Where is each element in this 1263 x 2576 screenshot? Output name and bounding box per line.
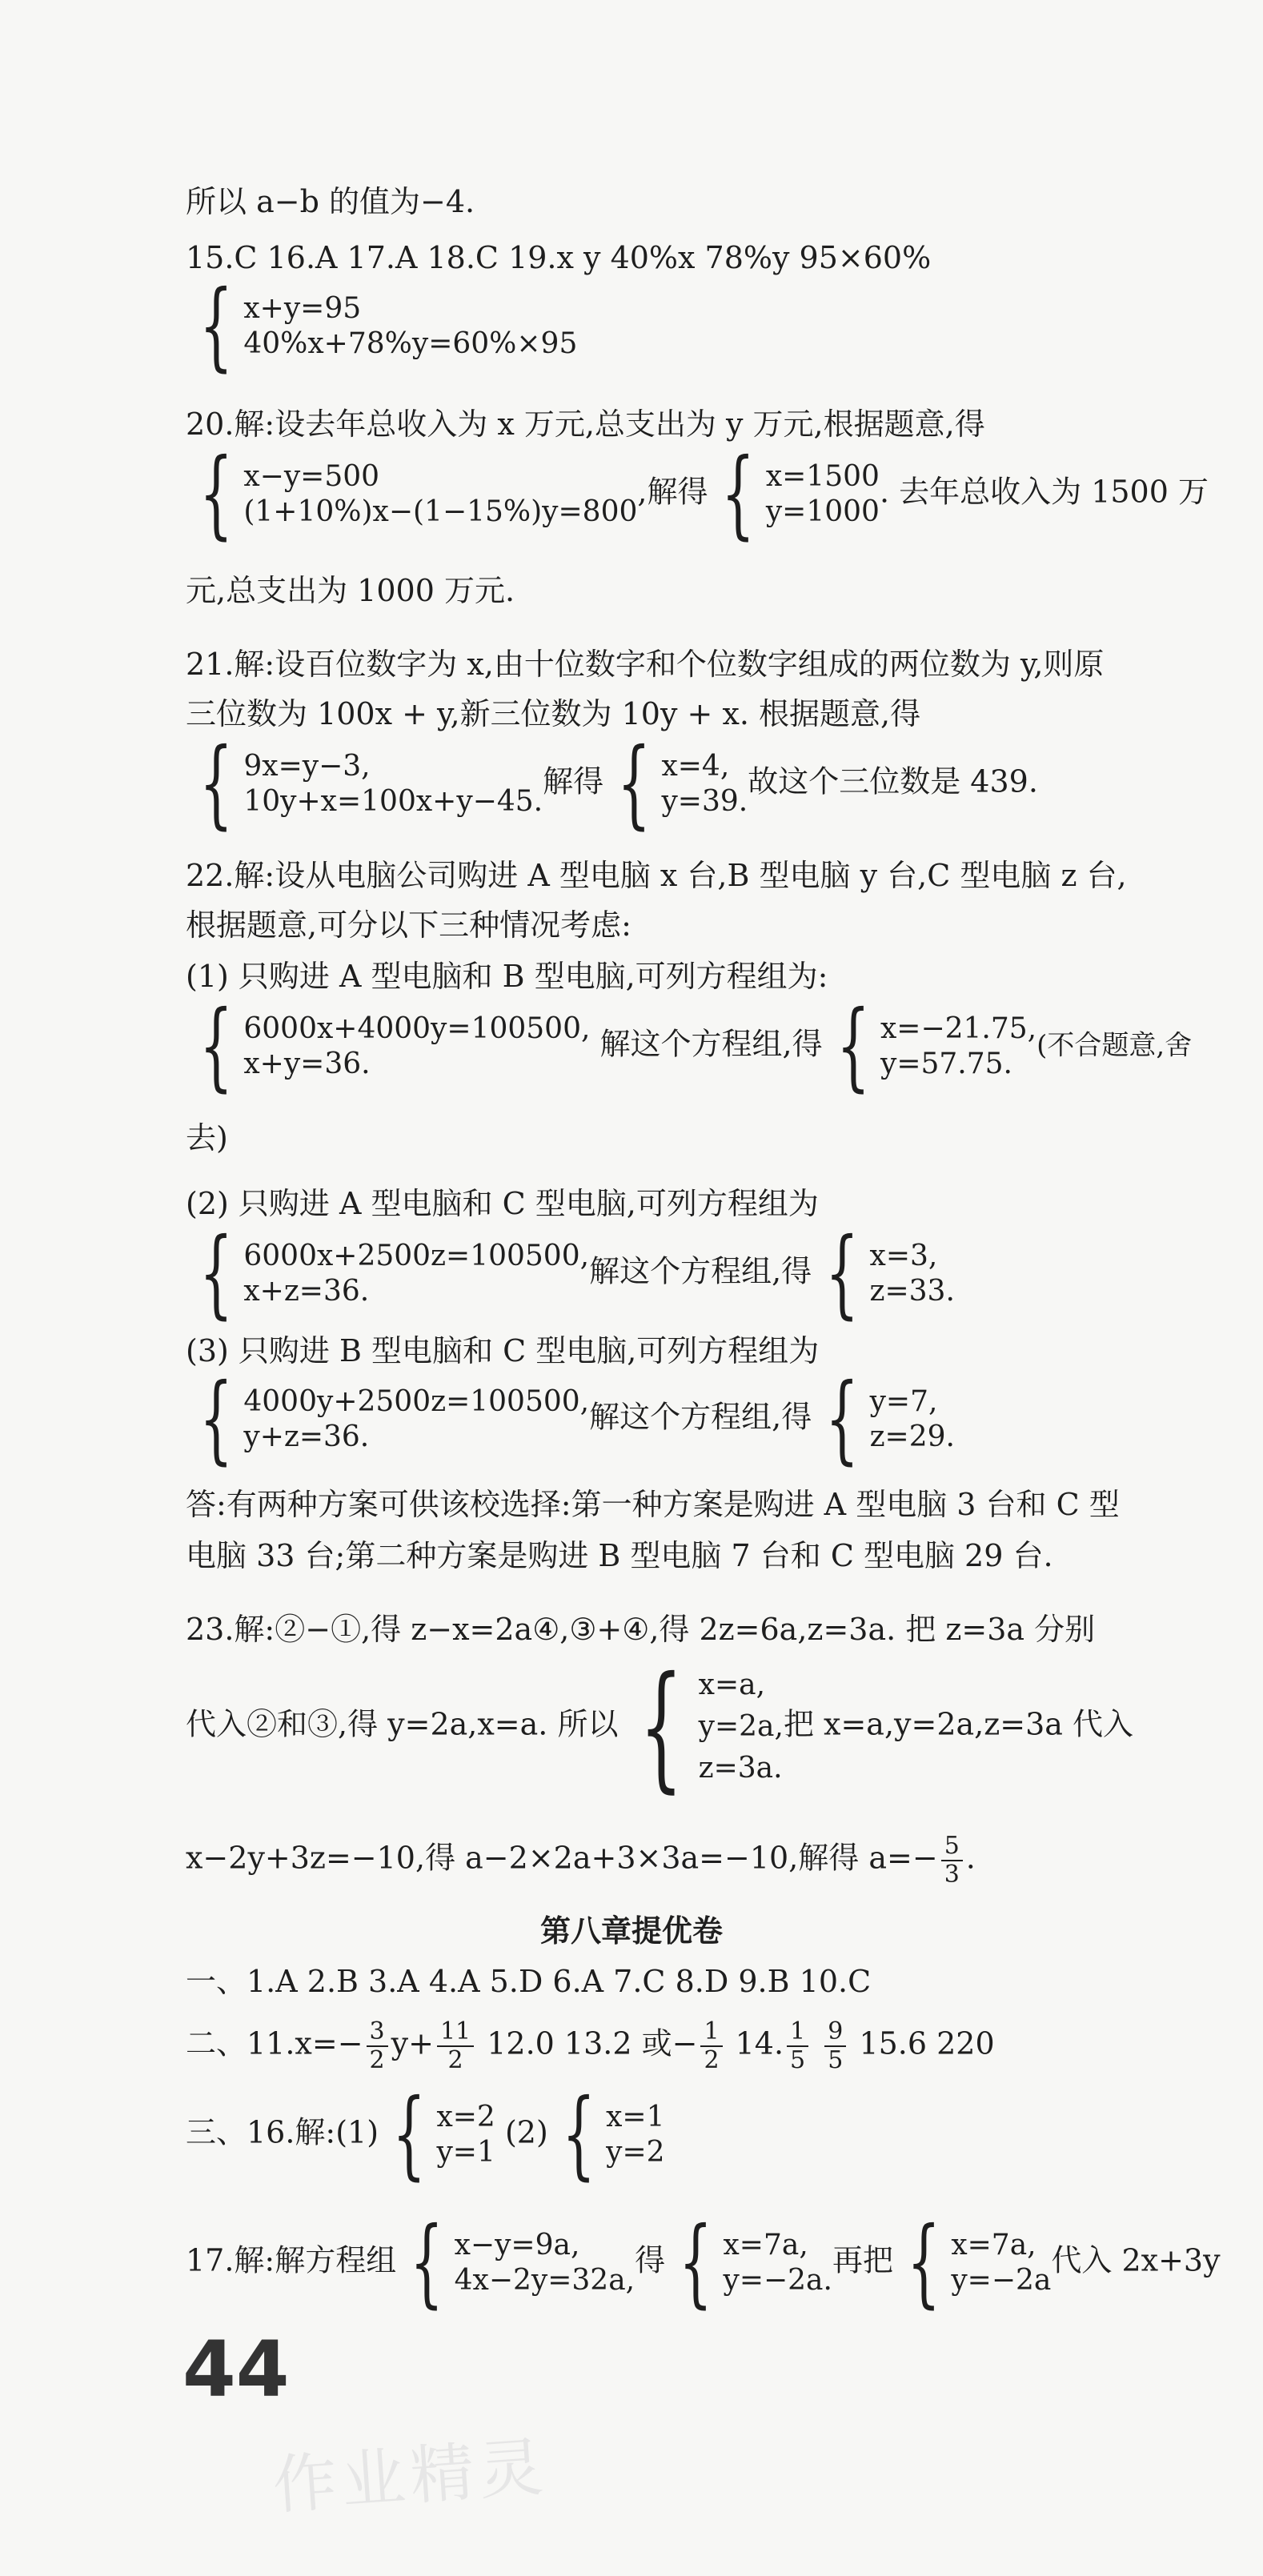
fraction: $\frac{11}{2}$	[437, 2018, 474, 2074]
text-fragment: y+	[391, 2025, 434, 2061]
answer-22-conclusion-2: 电脑 33 台;第二种方案是购进 B 型电脑 7 台和 C 型电脑 29 台.	[186, 1538, 1053, 1573]
text-fragment: 解得	[543, 763, 604, 799]
equation: x+z=36.	[243, 1275, 370, 1308]
fraction: $\frac{3}{2}$	[367, 2018, 388, 2074]
equation: z=3a.	[698, 1752, 783, 1785]
part-3-answer-16: 三、16.解:(1) { x=2 y=1 (2) { x=1 y=2	[186, 2079, 665, 2190]
solution: y=7,	[869, 1385, 938, 1418]
equation-system-19: { x+y=95 40%x+78%y=60%×95	[199, 270, 578, 382]
answer-22-intro: 22.解:设从电脑公司购进 A 型电脑 x 台,B 型电脑 y 台,C 型电脑 z 台,	[186, 858, 1127, 893]
solution: x=1	[606, 2101, 665, 2133]
text-fragment: 三、16.解:(1)	[186, 2114, 379, 2150]
solution: y=−2a	[951, 2264, 1052, 2297]
solution: x=2	[436, 2101, 495, 2133]
text-fragment: 15.6 220	[849, 2025, 995, 2061]
solution: y=57.75.	[880, 1048, 1012, 1080]
solution: x=−21.75,	[880, 1012, 1037, 1045]
text-fragment: 代入②和③,得 y=2a,x=a. 所以	[186, 1706, 619, 1742]
solution: x=1500	[765, 460, 880, 493]
equation: x+y=95	[243, 292, 362, 325]
text-fragment: .	[965, 1840, 976, 1876]
text-fragment: (2)	[504, 2114, 548, 2150]
equation: 4x−2y=32a,	[454, 2264, 636, 2297]
answer-20-system: { x−y=500 (1+10%)x−(1−15%)y=800 ,解得 { x=1500 y=1000 . 去年总收入为 1500 万	[199, 439, 1209, 550]
solution: x=3,	[869, 1240, 938, 1272]
text-fragment: 14.	[725, 2025, 784, 2061]
solution: y=39.	[661, 785, 748, 818]
equation: x+y=36.	[243, 1048, 371, 1080]
solution: x=4,	[661, 750, 730, 783]
equation: x=a,	[698, 1669, 766, 1701]
text-fragment: 17.解:解方程组	[186, 2242, 397, 2278]
text-fragment: 得	[635, 2242, 666, 2278]
watermark: 作业精灵	[270, 2430, 551, 2523]
fraction: $\frac{1}{2}$	[700, 2018, 722, 2074]
answer-line-15-19: 15.C 16.A 17.A 18.C 19.x y 40%x 78%y 95×60%	[186, 240, 932, 275]
answer-17: 17.解:解方程组 { x−y=9a, 4x−2y=32a, 得 { x=7a, y=−2a. 再把 { x=7a, y=−2a 代入 2x+3y	[186, 2207, 1221, 2318]
part-2-answers	[186, 2018, 1207, 2074]
answer-21-intro: 21.解:设百位数字为 x,由十位数字和个位数字组成的两位数为 y,则原	[186, 647, 1105, 682]
solution: z=33.	[869, 1275, 955, 1308]
equation: x−y=500	[243, 460, 380, 493]
solution: z=29.	[869, 1420, 955, 1453]
case-2-heading: (2) 只购进 A 型电脑和 C 型电脑,可列方程组为	[186, 1186, 819, 1221]
solution: x=7a,	[951, 2229, 1036, 2262]
equation: 6000x+4000y=100500,	[243, 1012, 591, 1045]
case-3-system: { 4000y+2500z=100500, y+z=36. 解这个方程组,得 { y=7, z=29.	[199, 1364, 955, 1475]
equation: 9x=y−3,	[243, 750, 371, 783]
answer-22-conclusion: 答:有两种方案可供该校选择:第一种方案是购进 A 型电脑 3 台和 C 型	[186, 1487, 1120, 1522]
text-fragment: . 去年总收入为 1500 万	[879, 474, 1209, 510]
text-fragment: 把 x=a,y=2a,z=3a 代入	[783, 1706, 1134, 1742]
text-fragment: ,解得	[637, 474, 708, 510]
text-fragment: 故这个三位数是 439.	[748, 763, 1038, 799]
text-fragment: 解这个方程组,得	[589, 1399, 812, 1435]
case-1-system: { 6000x+4000y=100500, x+y=36. 解这个方程组,得 { x=−21.75, y=57.75. (不合题意,舍	[199, 991, 1193, 1102]
fraction: $\frac{1}{5}$	[787, 2018, 808, 2074]
case-1-tail: 去)	[186, 1120, 228, 1156]
equation: 10y+x=100x+y−45.	[243, 785, 543, 818]
answer-23-final	[186, 1833, 1207, 1889]
answer-21-line2: 三位数为 100x + y,新三位数为 10y + x. 根据题意,得	[186, 696, 921, 731]
answer-20-intro: 20.解:设去年总收入为 x 万元,总支出为 y 万元,根据题意,得	[186, 407, 985, 442]
answer-23-system: 代入②和③,得 y=2a,x=a. 所以 { x=a, y=2a, z=3a. 把 x=a,y=2a,z=3a 代入	[186, 1648, 1134, 1806]
text-fragment: 代入 2x+3y	[1051, 2242, 1221, 2278]
equation: 6000x+2500z=100500,	[243, 1240, 590, 1272]
case-1-heading: (1) 只购进 A 型电脑和 B 型电脑,可列方程组为:	[186, 959, 828, 994]
text-fragment: x−2y+3z=−10,得 a−2×2a+3×3a=−10,解得 a=−	[186, 1840, 938, 1876]
solution: y=−2a.	[723, 2264, 832, 2297]
case-3-heading: (3) 只购进 B 型电脑和 C 型电脑,可列方程组为	[186, 1333, 820, 1368]
text-fragment: 二、11.x=−	[186, 2025, 363, 2061]
answer-20-conclusion: 元,总支出为 1000 万元.	[186, 573, 515, 608]
answer-21-system: { 9x=y−3, 10y+x=100x+y−45. 解得 { x=4, y=39. 故这个三位数是 439.	[199, 728, 1038, 839]
case-2-system: { 6000x+2500z=100500, x+z=36. 解这个方程组,得 { x=3, z=33.	[199, 1218, 955, 1329]
text-line: 所以 a−b 的值为−4.	[186, 184, 475, 219]
solution: x=7a,	[723, 2229, 808, 2262]
equation: 4000y+2500z=100500,	[243, 1385, 590, 1418]
text-fragment: 解这个方程组,得	[599, 1026, 823, 1062]
solution: y=1	[436, 2136, 495, 2169]
equation: y=2a,	[698, 1710, 784, 1743]
text-fragment: (不合题意,舍	[1036, 1029, 1193, 1062]
text-fragment: 12.0 13.2 或−	[477, 2025, 698, 2061]
text-fragment: 解这个方程组,得	[589, 1253, 812, 1289]
equation: x−y=9a,	[454, 2229, 580, 2262]
fraction: $\frac{5}{3}$	[941, 1833, 963, 1889]
answer-23-intro: 23.解:②−①,得 z−x=2a④,③+④,得 2z=6a,z=3a. 把 z=3a 分别	[186, 1612, 1096, 1647]
part-1-answers: 一、1.A 2.B 3.A 4.A 5.D 6.A 7.C 8.D 9.B 10.C	[186, 1964, 872, 1999]
equation: (1+10%)x−(1−15%)y=800	[243, 495, 638, 528]
equation: y+z=36.	[243, 1420, 370, 1453]
text-fragment: 再把	[832, 2242, 893, 2278]
page-number: 44	[182, 2325, 290, 2414]
solution: y=2	[606, 2136, 665, 2169]
solution: y=1000	[765, 495, 880, 528]
equation: 40%x+78%y=60%×95	[243, 327, 578, 360]
section-title: 第八章提优卷	[539, 1913, 723, 1949]
fraction: $\frac{9}{5}$	[824, 2018, 846, 2074]
answer-22-line2: 根据题意,可分以下三种情况考虑:	[186, 907, 632, 943]
